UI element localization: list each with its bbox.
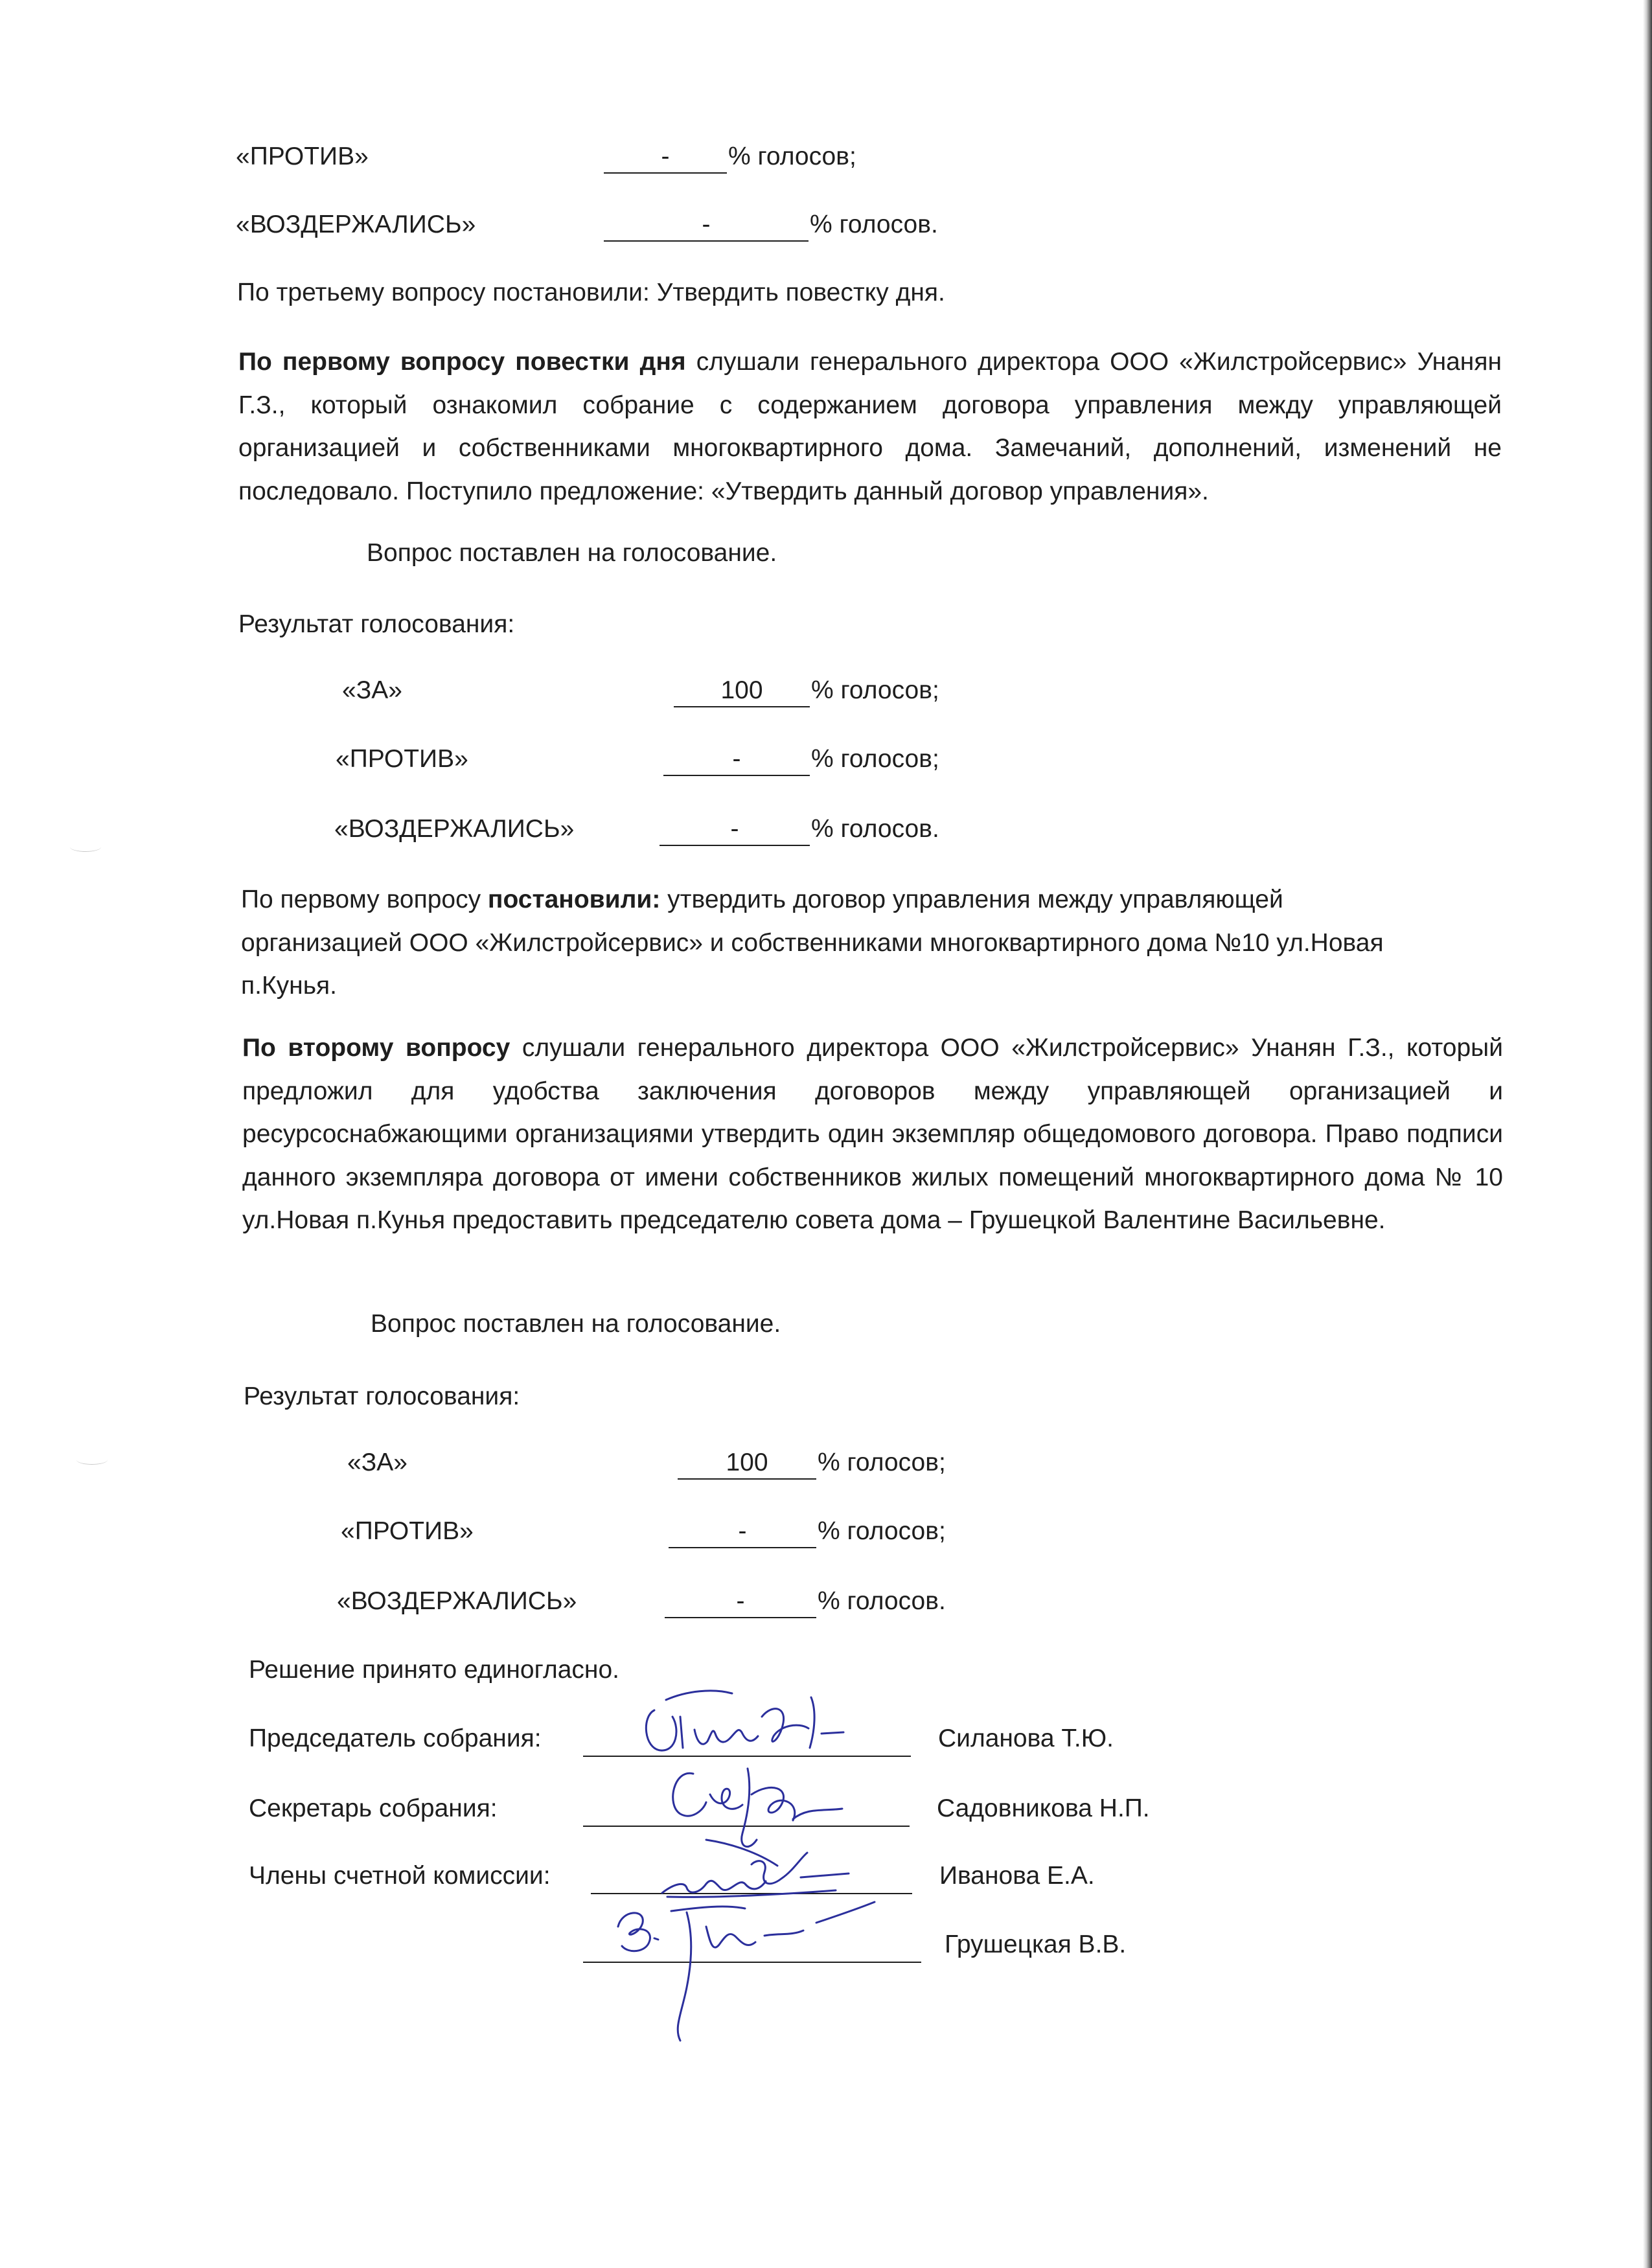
q1-vote-suffix-against: % голосов; bbox=[811, 745, 939, 773]
q1-decision bbox=[241, 878, 1504, 1008]
q1-vote-suffix-abstained: % голосов. bbox=[811, 815, 939, 843]
q2-result-title: Результат голосования: bbox=[244, 1382, 520, 1410]
handwritten-signature-commission-2 bbox=[609, 1890, 881, 2046]
q2-vote-call: Вопрос поставлен на голосование. bbox=[371, 1310, 781, 1338]
vote-value-against: - bbox=[604, 141, 727, 174]
q2-vote-suffix-against: % голосов; bbox=[818, 1517, 946, 1545]
scan-speck bbox=[76, 1455, 108, 1465]
q1-vote-label-against: «ПРОТИВ» bbox=[336, 745, 468, 773]
scan-page-edge bbox=[1643, 0, 1652, 2268]
q1-decision-line2: организацией ООО «Жилстройсервис» и собственниками многоквартирного дома №10 ул.Новая bbox=[241, 928, 1384, 957]
q1-decision-line1: утвердить договор управления между управляющей bbox=[660, 886, 1283, 913]
q1-lead-bold: По первому вопросу повестки дня bbox=[238, 348, 686, 376]
vote-label-abstained: «ВОЗДЕРЖАЛИСЬ» bbox=[236, 211, 476, 238]
q2-paragraph bbox=[242, 1027, 1503, 1243]
decision-agenda: По третьему вопросу постановили: Утвердить повестку дня. bbox=[237, 279, 945, 306]
q2-vote-suffix-for: % голосов; bbox=[818, 1449, 946, 1476]
q1-decision-line3: п.Кунья. bbox=[241, 972, 337, 1000]
q1-decision-bold: постановили: bbox=[487, 886, 661, 913]
q2-vote-value-abstained: - bbox=[665, 1586, 816, 1618]
q1-decision-prefix: По первому вопросу bbox=[241, 886, 488, 913]
q1-vote-value-against: - bbox=[663, 744, 810, 776]
q2-vote-label-against: «ПРОТИВ» bbox=[341, 1517, 474, 1545]
q1-vote-value-abstained: - bbox=[660, 814, 810, 846]
q2-vote-suffix-abstained: % голосов. bbox=[818, 1587, 946, 1615]
vote-label-against: «ПРОТИВ» bbox=[236, 143, 369, 170]
conclusion: Решение принято единогласно. bbox=[249, 1656, 619, 1684]
q2-vote-value-for: 100 bbox=[678, 1447, 816, 1480]
signature-name-secretary: Садовникова Н.П. bbox=[937, 1794, 1150, 1822]
signature-role-commission: Члены счетной комиссии: bbox=[249, 1862, 551, 1890]
scan-speck bbox=[70, 842, 101, 852]
vote-suffix-abstained: % голосов. bbox=[810, 211, 938, 238]
signature-name-chair: Силанова Т.Ю. bbox=[938, 1724, 1114, 1752]
signature-name-commission-1: Иванова Е.А. bbox=[939, 1862, 1095, 1890]
q2-lead-text: слушали генерального директора ООО «Жилстройсервис» Унанян Г.З., который предложил для удобства заключения договоров между управляющей организацией и ресурсоснабжающими организациями утвердить один экземпляр общедомового договора. Право подписи данного экземпляра договора от имени собственников жилых помещений многоквартирного дома № 10 ул.Новая п.Кунья предоставить председателю совета дома – Грушецкой Валентине Васильевне. bbox=[242, 1034, 1503, 1234]
q1-result-title: Результат голосования: bbox=[238, 610, 515, 638]
q1-vote-value-for: 100 bbox=[674, 675, 810, 707]
q2-vote-label-abstained: «ВОЗДЕРЖАЛИСЬ» bbox=[337, 1587, 577, 1615]
q2-vote-value-against: - bbox=[669, 1516, 816, 1548]
q1-vote-suffix-for: % голосов; bbox=[811, 676, 939, 704]
vote-suffix-against: % голосов; bbox=[728, 143, 856, 170]
q1-paragraph bbox=[238, 341, 1502, 513]
q2-vote-label-for: «ЗА» bbox=[347, 1449, 407, 1476]
q1-vote-label-abstained: «ВОЗДЕРЖАЛИСЬ» bbox=[334, 815, 575, 843]
q2-lead-bold: По второму вопросу bbox=[242, 1034, 511, 1062]
q1-vote-call: Вопрос поставлен на голосование. bbox=[367, 539, 777, 567]
q1-lead-text: слушали генерального директора ООО «Жилстройсервис» Унанян Г.З., который ознакомил собрание с содержанием договора управления между управляющей организацией и собственниками многоквартирного дома. Замечаний, дополнений, изменений не последовало. Поступило предложение: «Утвердить данный договор управления». bbox=[238, 348, 1502, 505]
signature-role-chair: Председатель собрания: bbox=[249, 1724, 542, 1752]
signature-role-secretary: Секретарь собрания: bbox=[249, 1794, 498, 1822]
q1-vote-label-for: «ЗА» bbox=[342, 676, 402, 704]
vote-value-abstained: - bbox=[604, 209, 809, 242]
signature-name-commission-2: Грушецкая В.В. bbox=[945, 1930, 1127, 1958]
